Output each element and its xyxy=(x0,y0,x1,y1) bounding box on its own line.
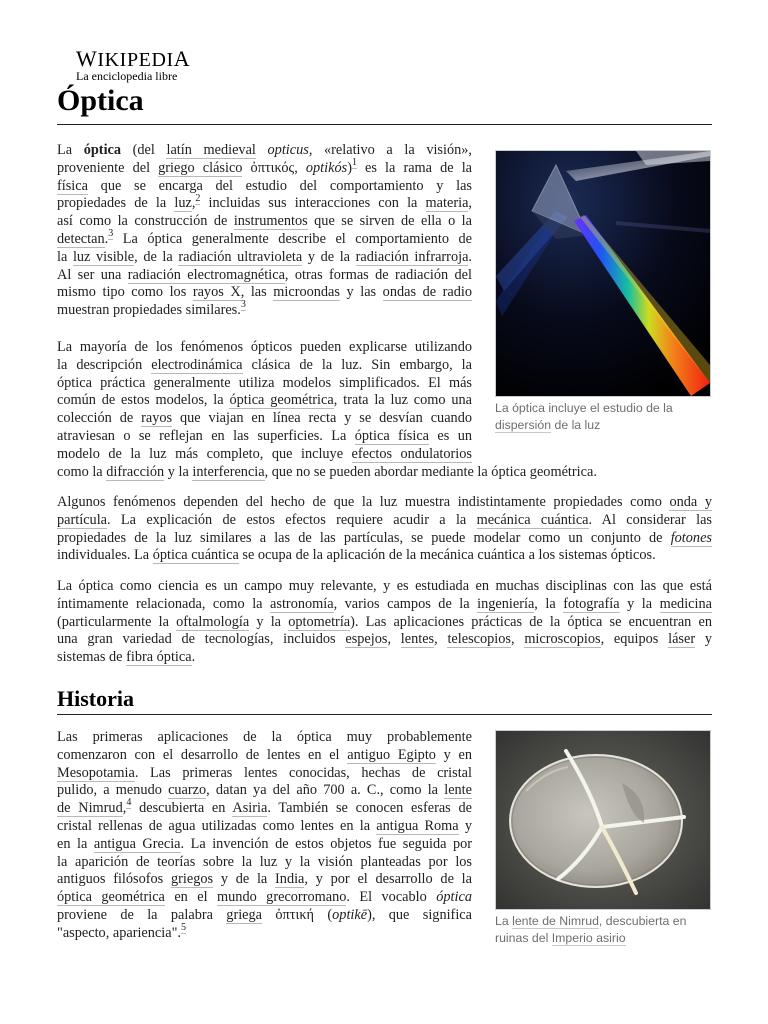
link-detectan[interactable]: detectan xyxy=(57,230,105,247)
link-mundo-grecorromano[interactable]: mundo grecorromano xyxy=(217,889,347,906)
link-antigua-roma[interactable]: antigua Roma xyxy=(376,817,459,834)
link-lente-nimrud-b[interactable]: de Nimrud xyxy=(57,800,123,817)
link-laser[interactable]: láser xyxy=(668,631,696,648)
ref-3b[interactable]: 3 xyxy=(240,299,246,311)
link-espejos[interactable]: espejos xyxy=(345,631,388,648)
ref-3[interactable]: 3 xyxy=(108,228,114,240)
link-astronomia[interactable]: astronomía xyxy=(270,595,334,612)
link-fisica[interactable]: física xyxy=(57,177,88,194)
ref-5[interactable]: 5 xyxy=(181,922,186,933)
link-griega[interactable]: griega xyxy=(226,906,263,923)
link-india[interactable]: India xyxy=(275,871,305,888)
link-latin-medieval[interactable]: latín medieval xyxy=(166,142,256,158)
link-lente-nimrud-a[interactable]: lente xyxy=(444,782,473,799)
link-radiacion-ultravioleta[interactable]: radiación ultravioleta xyxy=(178,248,303,265)
link-materia[interactable]: materia xyxy=(425,195,469,212)
page-title: Óptica xyxy=(57,84,144,117)
link-antigua-grecia[interactable]: antigua Grecia xyxy=(93,835,181,852)
figure-nimrud-lens xyxy=(495,730,711,947)
paragraph-quantum: Algunos fenómenos dependen del hecho de que la luz muestra indistintamente propiedades como onda y partícula. La explicación de estos efectos requiere acudir a la mecánica cuántica. Al considerar las propiedades de la luz similares a las de las partículas, se puede modelar como un conjunto de fotones individuales. La óptica cuántica se ocupa de la aplicación de la mecánica cuántica a los sistemas ópticos. xyxy=(57,494,713,564)
link-asiria[interactable]: Asiria xyxy=(232,800,268,817)
link-onda[interactable]: onda y xyxy=(669,494,713,510)
link-microscopios[interactable]: microscopios xyxy=(524,631,601,648)
link-optometria[interactable]: optometría xyxy=(288,613,351,630)
link-ingenieria[interactable]: ingeniería xyxy=(477,595,535,612)
link-optica-fisica[interactable]: óptica física xyxy=(354,427,430,444)
link-mecanica-cuantica[interactable]: mecánica cuántica xyxy=(476,511,589,528)
link-telescopios[interactable]: telescopios xyxy=(447,631,511,648)
link-rayos[interactable]: rayos xyxy=(141,410,173,427)
link-instrumentos[interactable]: instrumentos xyxy=(233,213,308,230)
link-luz[interactable]: luz xyxy=(174,195,192,212)
link-oftalmologia[interactable]: oftalmología xyxy=(176,613,250,630)
link-griegos[interactable]: griegos xyxy=(170,871,214,888)
wikipedia-logo[interactable] xyxy=(76,48,206,83)
logo-wordmark: WIKIPEDIA xyxy=(76,46,191,71)
link-fotones[interactable]: fotones xyxy=(670,529,712,546)
section-divider xyxy=(57,714,712,715)
paragraph-applications: La óptica como ciencia es un campo muy relevante, y es estudiada en muchas disciplinas con las que está íntimamente relacionada, como la astronomía, varios campos de la ingeniería, la fotografía y la medicina (particularmente la oftalmología y la optometría). Las aplicaciones prácticas de la óptica se encuentran en una gran variedad de tecnologías, incluidos espejos, lentes, telescopios, microscopios, equipos láser y sistemas de fibra óptica. xyxy=(57,578,713,666)
caption-link-lente-nimrud[interactable]: lente de Nimrud xyxy=(512,914,599,928)
link-cuarzo[interactable]: cuarzo xyxy=(168,782,207,799)
link-difraccion[interactable]: difracción xyxy=(106,463,165,480)
link-radiacion-infrarroja[interactable]: radiación infrarroja xyxy=(355,248,469,265)
link-fibra-optica[interactable]: fibra óptica xyxy=(126,649,192,666)
ref-4[interactable]: 4 xyxy=(126,797,132,809)
prism-dispersion-image[interactable] xyxy=(495,150,711,397)
section-heading-historia: Historia xyxy=(57,686,134,711)
title-divider xyxy=(57,124,712,125)
ref-1[interactable]: 1 xyxy=(351,157,357,169)
link-fotografia[interactable]: fotografía xyxy=(563,595,620,612)
link-radiacion-electromagnetica[interactable]: radiación electromagnética xyxy=(127,266,285,283)
link-microondas[interactable]: microondas xyxy=(273,284,340,301)
link-interferencia[interactable]: interferencia xyxy=(192,463,265,480)
link-mesopotamia[interactable]: Mesopotamia xyxy=(57,764,135,781)
nimrud-lens-image[interactable] xyxy=(495,730,711,910)
paragraph-historia: Las primeras aplicaciones de la óptica muy probablemente comenzaron con el desarrollo de lentes en el antiguo Egipto y en Mesopotamia. Las primeras lentes conocidas, hechas de cristal pulido, a menudo cuarzo, datan ya del año 700 a. C., como la lente de Nimrud,$^4$ descubierta en Asiria. También se conocen esferas de cristal rellenas de agua utilizadas como lentes en la antigua Roma y en la antigua Grecia. La invención de estos objetos fue seguida por la aparición de teorías sobre la luz y la visión planteadas por los antiguos filósofos griegos y de la India, y por el desarrollo de la óptica geométrica en el mundo grecorromano. El vocablo óptica proviene de la palabra griega ὀπτική (optikē), que significa "aspecto, apariencia".$^5$ xyxy=(57,729,473,941)
caption-link-imperio-asirio[interactable]: Imperio asirio xyxy=(551,931,626,945)
link-lentes[interactable]: lentes xyxy=(400,631,435,648)
link-antiguo-egipto[interactable]: antiguo Egipto xyxy=(347,746,436,763)
figure-nimrud-caption: La lente de Nimrud, descubierta en ruinas del Imperio asirio xyxy=(495,914,687,945)
link-medicina[interactable]: medicina xyxy=(659,595,712,612)
link-particula[interactable]: partícula xyxy=(57,511,108,528)
ref-2[interactable]: 2 xyxy=(195,192,201,204)
logo-tagline: La enciclopedia libre xyxy=(76,69,178,83)
figure-prism xyxy=(495,150,711,434)
intro-paragraph: La óptica (del latín medieval opticus, «relativo a la visión», proveniente del griego clásico ὀπτικός, optikós)$^1$ es la rama de la física que se encarga del estudio del comportamiento y las propiedades de la luz,$^2$ incluidas sus interacciones con la materia, así como la construcción de instrumentos que se sirven de ella o la detectan.$^3$ La óptica generalmente describe el comportamiento de la luz visible, de la radiación ultravioleta y de la radiación infrarroja. Al ser una radiación electromagnética, otras formas de radiación del mismo tipo como los rayos X, las microondas y las ondas de radio muestran propiedades similares.$^3$ xyxy=(57,142,473,319)
link-griego-clasico[interactable]: griego clásico xyxy=(158,159,243,176)
link-optica-geometrica[interactable]: óptica geométrica xyxy=(229,392,334,409)
paragraph-models: La mayoría de los fenómenos ópticos pueden explicarse utilizando la descripción electrodinámica clásica de la luz. Sin embargo, la óptica práctica generalmente utiliza modelos simplificados. El más común de estos modelos, la óptica geométrica, trata la luz como una colección de rayos que viajan en línea recta y se desvían cuando atraviesan o se reflejan en las superficies. La óptica física es un modelo de la luz más completo, que incluye efectos ondulatorios como la difracción y la interferencia, que no se pueden abordar mediante la óptica geométrica. xyxy=(57,339,597,480)
caption-link-dispersion[interactable]: dispersión xyxy=(495,418,552,432)
figure-prism-caption: La óptica incluye el estudio de la dispersión de la luz xyxy=(495,401,673,432)
link-luz-visible[interactable]: luz visible xyxy=(72,248,135,265)
link-optica-geometrica-2[interactable]: óptica geométrica xyxy=(57,889,165,906)
link-ondas-de-radio[interactable]: ondas de radio xyxy=(382,284,473,301)
link-rayos-x[interactable]: rayos X xyxy=(192,284,241,301)
link-efectos-ondulatorios[interactable]: efectos ondulatorios xyxy=(351,445,472,462)
link-electrodinamica[interactable]: electrodinámica xyxy=(151,356,243,373)
link-optica-cuantica[interactable]: óptica cuántica xyxy=(152,547,239,564)
